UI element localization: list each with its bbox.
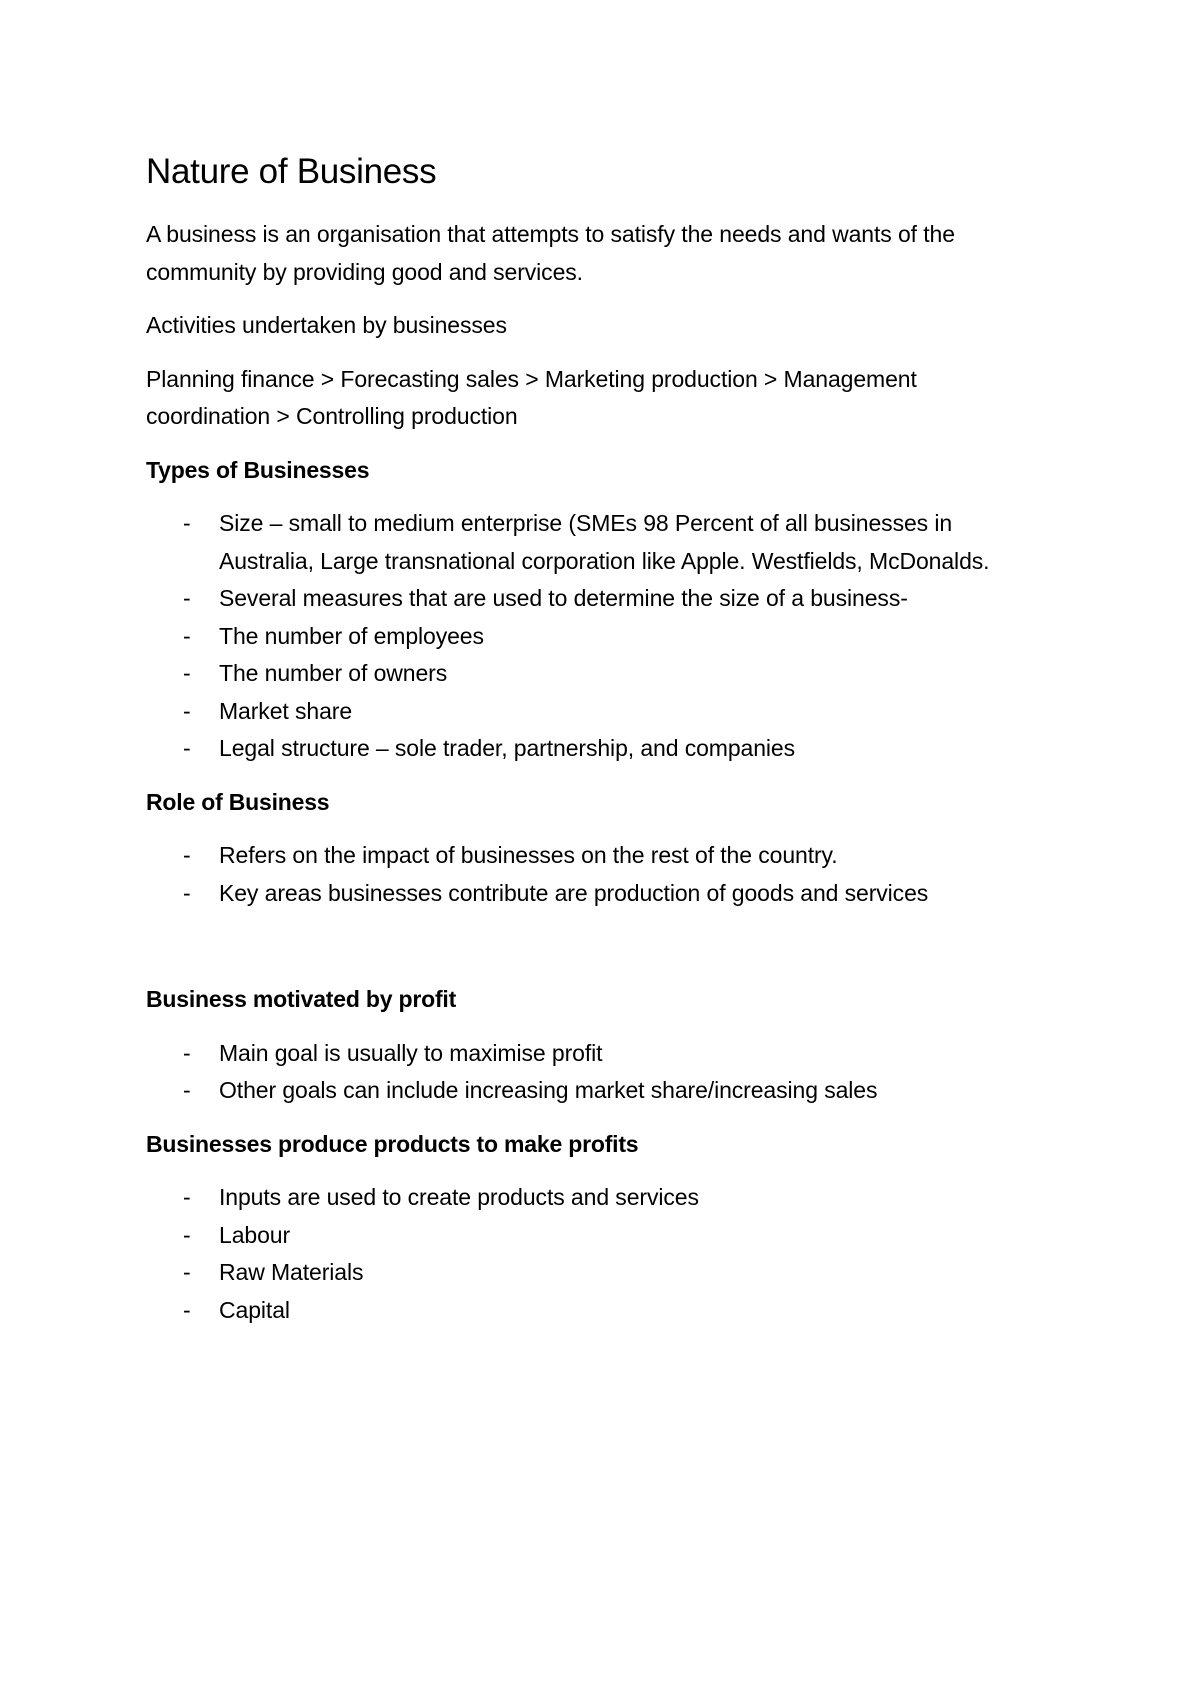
dash-bullet: - xyxy=(183,1259,191,1285)
list-item-text: Legal structure – sole trader, partnership, and companies xyxy=(219,735,796,761)
list-item-text: Raw Materials xyxy=(219,1259,364,1285)
page-title: Nature of Business xyxy=(146,152,437,191)
list-item xyxy=(146,875,1046,913)
dash-bullet: - xyxy=(183,1039,191,1066)
document-body xyxy=(146,150,1046,1345)
list-item-text: The number of employees xyxy=(219,622,484,649)
list-item-text: Inputs are used to create products and services xyxy=(219,1184,699,1210)
list-item-text: Other goals can include increasing market share/increasing sales xyxy=(219,1077,878,1103)
activities-chain: Planning finance > Forecasting sales > Marketing production > Management coordination > Controlling production xyxy=(146,365,917,429)
dash-bullet: - xyxy=(183,1077,191,1103)
role-list xyxy=(146,837,1046,912)
dash-bullet: - xyxy=(183,879,191,906)
section-heading-products: Businesses produce products to make profits xyxy=(146,1130,639,1157)
list-item-text: Refers on the impact of businesses on the rest of the country. xyxy=(219,842,838,868)
dash-bullet: - xyxy=(183,1184,191,1210)
products-list xyxy=(146,1179,1046,1329)
list-item-text: Key areas businesses contribute are production of goods and services xyxy=(219,879,929,906)
list-item xyxy=(146,655,1046,693)
list-item xyxy=(146,730,1046,768)
list-item-text: Several measures that are used to determine the size of a business- xyxy=(219,585,908,611)
dash-bullet: - xyxy=(183,735,191,761)
dash-bullet: - xyxy=(183,660,191,686)
blank-line xyxy=(146,928,1046,981)
dash-bullet: - xyxy=(183,1296,191,1323)
list-item-text: Size – small to medium enterprise (SMEs 98 Percent of all businesses in Australia, Large transnational corporation like Apple. Westfields, McDonalds. xyxy=(219,510,990,574)
profit-list xyxy=(146,1035,1046,1110)
dash-bullet: - xyxy=(183,842,191,868)
section-heading-profit: Business motivated by profit xyxy=(146,986,457,1012)
list-item xyxy=(146,837,1046,875)
list-item-text: Labour xyxy=(219,1221,291,1248)
list-item-text: Main goal is usually to maximise profit xyxy=(219,1039,603,1066)
activities-label: Activities undertaken by businesses xyxy=(146,312,507,338)
list-item xyxy=(146,505,1046,580)
dash-bullet: - xyxy=(183,585,191,611)
intro-paragraph: A business is an organisation that attempts to satisfy the needs and wants of the community by providing good and services. xyxy=(146,221,955,285)
list-item xyxy=(146,1217,1046,1255)
list-item-text: Market share xyxy=(219,697,353,724)
list-item xyxy=(146,693,1046,731)
section-heading-types: Types of Businesses xyxy=(146,456,370,483)
list-item-text: Capital xyxy=(219,1296,290,1323)
list-item xyxy=(146,1254,1046,1292)
list-item xyxy=(146,618,1046,656)
list-item xyxy=(146,1292,1046,1330)
list-item xyxy=(146,1179,1046,1217)
section-heading-role: Role of Business xyxy=(146,788,330,815)
dash-bullet: - xyxy=(183,697,191,724)
dash-bullet: - xyxy=(183,510,191,536)
list-item xyxy=(146,580,1046,618)
list-item xyxy=(146,1072,1046,1110)
dash-bullet: - xyxy=(183,1221,191,1248)
types-list xyxy=(146,505,1046,768)
list-item xyxy=(146,1035,1046,1073)
dash-bullet: - xyxy=(183,622,191,649)
list-item-text: The number of owners xyxy=(219,660,448,686)
